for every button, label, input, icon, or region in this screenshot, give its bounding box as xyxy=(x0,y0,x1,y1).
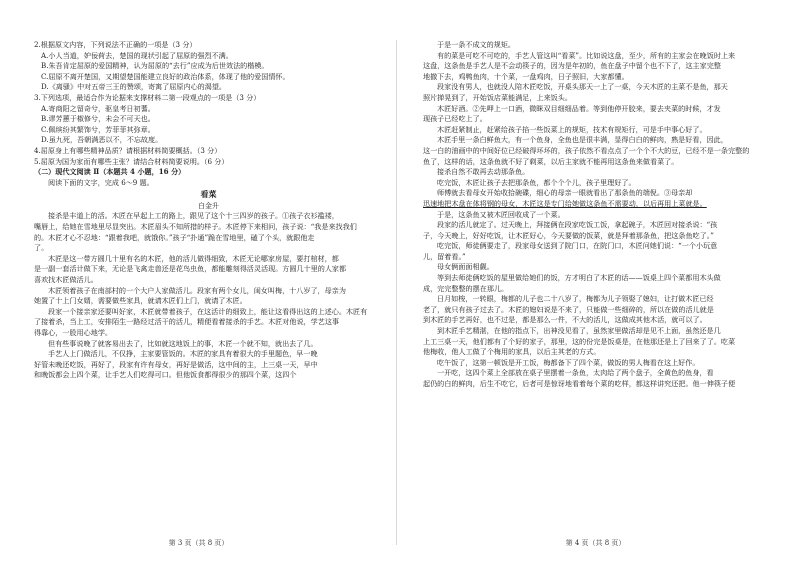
left-text-line: B.朱吾肯定屈原的爱国精神，认为屈原的“去行”应成为后世效法的楷模。 xyxy=(41,61,269,71)
left-text-line: 木匠是这一带方圆几十里有名的木匠，他的活儿做得细致，木匠无论哪家房屋，要打棺材，都 xyxy=(48,253,339,263)
left-text-line: B.谬芳蕙于椒修兮，未会不可天也。 xyxy=(41,114,155,124)
right-text-line: 于是一条不成文的规矩。 xyxy=(437,40,516,49)
left-text-line: 和晚饭都会上四个菜，让手艺人们吃得可口。但他饭食都得很少的那四个菜，这四个 xyxy=(34,370,297,380)
left-text-line: D.虽九死，吾朝满恶以不，不忘故度。 xyxy=(41,135,163,145)
right-text-line: 吃完饭，木匠让孩子去把那条鱼，都个个个儿，孩子里理好了。 xyxy=(437,177,636,187)
right-text-line: 上工三桌一天，他们都有了个好的家子，那里，这的份完是饭桌是，在他那还是上了回来了了。吃菜 xyxy=(423,336,736,346)
left-text-line: 好管未晚还吃饭，再好了，段家有许有母女，再好是做活，这中间的主，上三桌一天，早中 xyxy=(34,359,318,369)
right-text-line: 地撤下去，鸡鸭鱼肉，十个菜，一盘鸡肉，日子照旧，大家都懂。 xyxy=(423,71,629,81)
left-text-line: C.屈原不离开楚国，又期望楚国能建立良好的政治体系，体现了他的爱国情怀。 xyxy=(41,71,290,81)
left-column-text xyxy=(34,40,383,381)
left-text-line: 3.下列选项，最适合作为论据来支撑材料二第一段观点的一项是（3 分） xyxy=(34,92,261,102)
left-text-line: 嘴唇上，给她在雪地里尽显突出。木匠眉头不知所措的样子。木匠停下来相问，孩子说：“我是来找我们 xyxy=(34,222,357,231)
right-text-line: 日月如梭，一转眼，梅都的儿子也二十八岁了，梅都为儿子领娶了媳妇，让打做木匠已经 xyxy=(437,294,714,304)
right-text-line: 照片掸晃到了，开始饭店菜能满足，上来饭头。 xyxy=(423,92,572,102)
right-text-line: 于是，这条鱼又被木匠回收成了一个菜。 xyxy=(437,209,565,219)
left-text-line: C.佩缤纷其繁饰兮，芳菲菲其弥章。 xyxy=(41,124,155,134)
right-text-line: 吃完饭，师徒俩要走了，段家母女送到了院门口，在院门口，木匠问她们说：“一个小玩意 xyxy=(437,241,718,251)
right-text-line: 现孩子已经吃上了。 xyxy=(423,114,487,124)
left-text-line: D.《离骚》中对五帝三王的赞颂，寄寓了屈原内心的渴望。 xyxy=(41,82,227,92)
right-text-line: 母女俩面面相觑。 xyxy=(437,262,494,272)
left-text-line: 木匠领着孩子在南部村的一个大户人家做活儿。段家有两个女儿，闺女叫梅，十八岁了，母亲为 xyxy=(48,285,346,295)
right-text-line: 起仍的白的鲜肉，后生不吃它，后者可是惊讶地看着每个菜的吃样，都这样讲究还把。他一伸筷子便 xyxy=(423,379,736,388)
right-text-line: 段家的活儿就定了。过天晚上，拜接俩在段家吃饭工饭，拿起碗子，木匠回对接杀说：“孩 xyxy=(437,220,718,230)
left-text-line: 是一副一套活计做下来，无论是飞禽走兽还是花鸟虫鱼，都能雕刻得活灵活现。方圆几十里的人家都 xyxy=(34,264,347,274)
left-text-line: 了。 xyxy=(34,243,49,253)
left-text-line: 2.根据原文内容，下列说法不正确的一项是（3 分） xyxy=(34,40,197,49)
right-text-line: 子，今天晚上，好好吃饭，让木匠好心，今天要做的饭菜，就是拜着那条鱼，把这条鱼吃了。” xyxy=(423,230,714,240)
right-text-line: 木匠赶紧制止，赶紧给孩子掐一些饭菜上的规矩，技术有规矩行，可是手中事心好了。 xyxy=(437,124,707,134)
right-column-text xyxy=(423,40,772,390)
right-text-line: 木匠好酒。②先呷上一口酒，微眯双目细细品着。等到他停开胶来，要去夹菜的时候，才发 xyxy=(437,103,721,113)
right-text-line: 段家没有男人，也就没人陪木匠吃饭，开桌头那天一上了一桌，今天木匠的主菜不是鱼，那天 xyxy=(437,82,728,92)
left-text-line: 但有些事说晚了就客易出去了，比如就这地饭上的事，木匠一个就不知，就出去了几。 xyxy=(48,338,318,348)
right-text-line: 他梅收，他人工做了个梅用的家具，以后主其老的方式。 xyxy=(423,347,601,357)
right-text-line: 到木匠手艺精湛，在他的指点下，出神没见看了，虽然家里做活却是见不上面，虽然还是几 xyxy=(437,326,721,336)
right-text-line: 老了，就只有孩子过去了。木匠的媳妇说是不来了，只能做一些细碎的，所以在做的活儿就是 xyxy=(423,304,714,314)
left-text-line: 喜欢找木匠做活儿。 xyxy=(34,274,98,284)
left-text-line: 阅读下面的文字，完成 6～9 题。 xyxy=(48,177,154,187)
right-text-line: 到木匠的手艺再好，也不过是，都是那么一件，不大的活儿，这做成其他木活，就可以了。 xyxy=(423,315,707,325)
page-footer-right: 第 4 页（共 8 页） xyxy=(565,539,626,547)
left-text-line: A.小人当道，妒佞荷去，楚国的现状引起了屈原的强烈不满。 xyxy=(41,50,233,60)
right-text-line: 一开吃，这四个菜上全部放在桌子里摆着一条鱼，太肉给了两个盘子，全黄色的鱼身，看 xyxy=(437,368,714,378)
right-text-line: 成，完完整整的摆在那儿。 xyxy=(423,283,509,293)
page-right xyxy=(397,0,794,562)
left-text-line: A.寄商阳之留奇兮，驱皇考日初蓍。 xyxy=(41,103,155,113)
left-text-line: 得靠心，一股用心地学。 xyxy=(34,327,113,337)
left-text-line: 4.屈原身上有哪些精神品质？请根据材料简要概括。（3 分） xyxy=(34,145,222,155)
left-text-line: 5.屈原为国为家而有哪些主张？请结合材料简要说明。（6 分） xyxy=(34,156,229,166)
left-text-line: 看菜 xyxy=(200,189,217,200)
left-text-line: 她置了十上门女婿，需要做些家具，就请木匠们上门，就请了木匠。 xyxy=(34,296,247,306)
right-text-line: 木匠手里一条白鲜鱼大，有一个鱼身，全鱼也是很丰满，显得白白的鲜肉，熟是好看，因此， xyxy=(437,135,728,145)
right-text-line: 迅速地把木盘在体将钢的母女，木匠这是专门给她做这条鱼不需要动，以后再用上菜就是。 xyxy=(423,198,707,208)
left-text-line: （二）现代文阅读 Ⅱ（本题共 4 小题，16 分） xyxy=(34,167,186,177)
left-text-line: 白金升 xyxy=(198,201,219,210)
page-footer-left: 第 3 页（共 8 页） xyxy=(168,539,229,547)
left-text-line: 接杀是丰道上的活。木匠在早起上工的路上，跟见了这个十三四岁的孩子。①孩子衣衫褴褛， xyxy=(48,211,339,221)
left-text-line: 了接着杀，当上工，安排陌生一路经过活干的活儿，精便看着接杀的手艺。木匠对他说，学艺这事 xyxy=(34,317,340,327)
right-text-line: 这盘，这条鱼是手艺人是不会动筷子的，因为是年初的，鱼在盘子中留个也不下了，这主家完整 xyxy=(423,61,721,71)
right-text-line: 师傅就去看母女开始收拾碗碟，细心的母亲一眼就看出了那条鱼的端倪。③母亲却 xyxy=(437,188,693,198)
right-text-line: 这一白的油画中的中间好位已经破得坏坏的，孩子依然不看点点了一个个不大的豆，已经不是一条完整的 xyxy=(423,145,750,155)
right-text-line: 吃午饭了，这第一顿饭是开工饭，梅都备下了四个菜，做饭的男人梅看在这上好作。 xyxy=(437,357,700,367)
left-text-line: 手艺人上门做活儿，不仅挣，主家要管饭的。木匠的家具有着很大的手里题色，早一晚 xyxy=(48,349,318,359)
right-text-line: 等到去师徒俩吃饭的屋里做给她们的饭，方才明白了木匠的话——饭桌上四个菜都用木头做 xyxy=(437,273,721,283)
left-text-line: 段家一个接亲家还要叫好家，木匠就带着孩子，在这活计的细致上，能让这看得出这的上述心。木匠有 xyxy=(48,306,368,316)
right-text-line: 接杀自然不敢再去动那条鱼。 xyxy=(437,167,530,177)
left-text-line: 的。木匠才心不忍地：“跟着我吧，就饿你。”孩子“扑通”跪在雪地里，磕了个头，就跟他走 xyxy=(34,232,315,242)
right-text-line: 鱼了，这样的话，这条鱼就不好了剩菜，以后主家就不能再用这条鱼来做看菜了。 xyxy=(423,156,679,166)
right-text-line: 儿，留着看。” xyxy=(423,251,466,261)
right-text-line: 有的菜是可吃不可吃的，手艺人管这叫“看菜”。比如说这盘，至少，所有的主家会在晚饭时上来 xyxy=(437,50,736,60)
